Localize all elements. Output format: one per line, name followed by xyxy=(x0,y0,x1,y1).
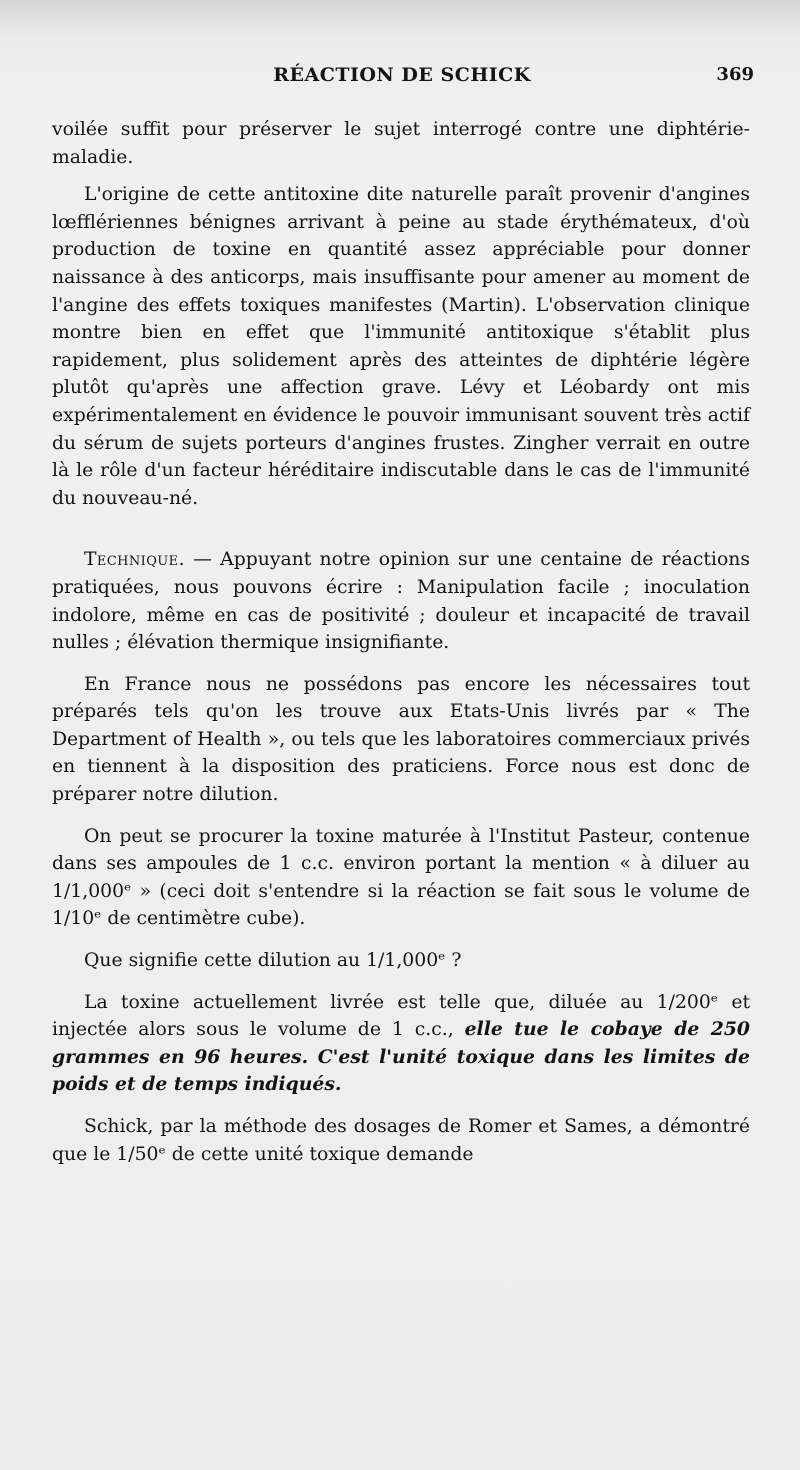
page-header xyxy=(52,64,752,96)
paragraph-france: En France nous ne possédons pas encore les nécessaires tout préparés tels qu'on les trouve aux Etats-Unis livrés par « The Department of Health », ou tels que les laboratoires commerciaux privés en tiennent à la disposition des praticiens. Force nous est donc de préparer notre dilution. xyxy=(52,673,750,806)
page-number: 369 xyxy=(716,64,754,85)
toxin-unit-italic: elle tue le cobaye de 250 grammes en 96 heures. C'est l'unité toxique dans les limites de poids et de temps indiqués. xyxy=(52,1018,750,1096)
technique-text: Appuyant notre opinion sur une centaine de réactions pratiquées, nous pouvons écrire : Manipulation facile ; inoculation indolore, même en cas de positivité ; douleur et incapacité de travail nulles ; élévation thermique insignifiante. xyxy=(52,549,750,654)
paragraph-technique xyxy=(52,546,750,656)
body-text xyxy=(52,116,750,1168)
paragraph-schick-method: Schick, par la méthode des dosages de Romer et Sames, a démontré que le 1/50ᵉ de cette unité toxique demande xyxy=(52,1116,750,1165)
toxin-unit-text: La toxine actuellement livrée est telle que, diluée au 1/200ᵉ et injectée alors sous le volume de 1 c.c., xyxy=(52,991,750,1041)
paragraph-continuation: voilée suffit pour préserver le sujet interrogé contre une diphtérie-maladie. xyxy=(52,119,750,168)
paragraph-institut-pasteur: On peut se procurer la toxine maturée à l'Institut Pasteur, contenue dans ses ampoules de 1 c.c. environ portant la mention « à diluer au 1/1,000ᵉ » (ceci doit s'entendre si la réaction se fait sous le volume de 1/10ᵉ de centimètre cube). xyxy=(52,825,750,930)
paragraph-question: Que signifie cette dilution au 1/1,000ᵉ ? xyxy=(84,950,462,972)
paragraph-toxin-unit xyxy=(52,989,750,1099)
section-heading-technique: Technique. xyxy=(84,549,185,571)
heading-dash: — xyxy=(184,549,221,571)
running-title: RÉACTION DE SCHICK xyxy=(273,64,531,86)
paragraph-antitoxin-origin: L'origine de cette antitoxine dite naturelle paraît provenir d'angines lœfflériennes bénignes arrivant à peine au stade érythémateux, d'où production de toxine en quantité assez appréciable pour donner naissance à des anticorps, mais insuffisante pour amener au moment de l'angine des effets toxiques manifestes (Martin). L'observation clinique montre bien en effet que l'immunité antitoxique s'établit plus rapidement, plus solidement après des atteintes de diphtérie légère plutôt qu'après une affection grave. Lévy et Léobardy ont mis expérimentalement en évidence le pouvoir immunisant souvent très actif du sérum de sujets porteurs d'angines frustes. Zingher verrait en outre là le rôle d'un facteur héréditaire indiscutable dans le cas de l'immunité du nouveau-né. xyxy=(52,184,750,509)
